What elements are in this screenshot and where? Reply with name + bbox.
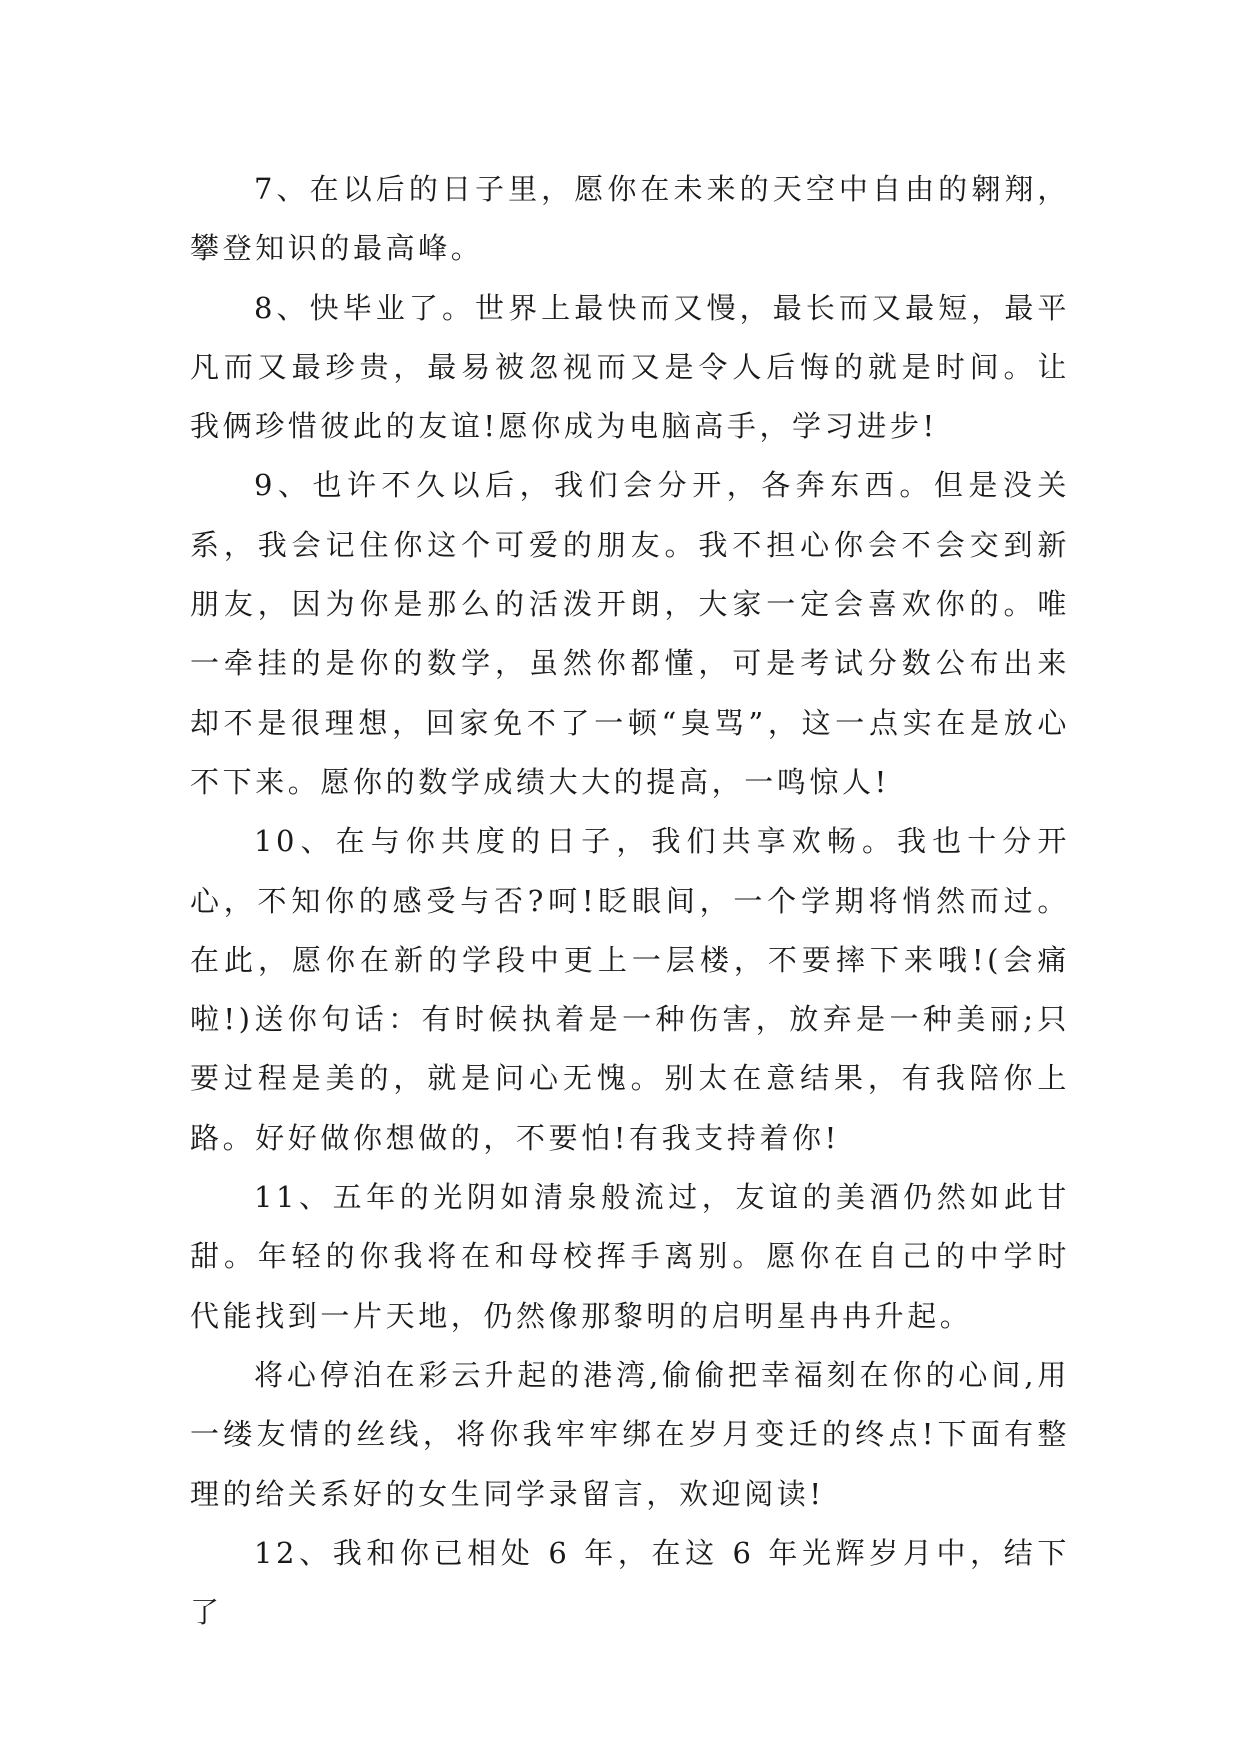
paragraph-9: 9、也许不久以后，我们会分开，各奔东西。但是没关系，我会记住你这个可爱的朋友。我不担心你会不会交到新朋友，因为你是那么的活泼开朗，大家一定会喜欢你的。唯一牵挂的是你的数学，虽然你都懂，可是考试分数公布出来却不是很理想，回家免不了一顿“臭骂”，这一点实在是放心不下来。愿你的数学成绩大大的提高，一鸣惊人! [190, 468, 1070, 799]
paragraph-7: 7、在以后的日子里，愿你在未来的天空中自由的翱翔，攀登知识的最高峰。 [190, 172, 1070, 266]
paragraph-11: 11、五年的光阴如清泉般流过，友谊的美酒仍然如此甘甜。年轻的你我将在和母校挥手离别。愿你在自己的中学时代能找到一片天地，仍然像那黎明的启明星冉冉升起。 [190, 1180, 1070, 1333]
document-body [190, 160, 1070, 1642]
paragraph-12: 12、我和你已相处 6 年，在这 6 年光辉岁月中，结下了 [190, 1535, 1070, 1630]
paragraph-intro: 将心停泊在彩云升起的港湾,偷偷把幸福刻在你的心间,用一缕友情的丝线，将你我牢牢绑在岁月变迁的终点!下面有整理的给关系好的女生同学录留言，欢迎阅读! [190, 1357, 1070, 1511]
paragraph-10: 10、在与你共度的日子，我们共享欢畅。我也十分开心，不知你的感受与否?呵!眨眼间，一个学期将悄然而过。在此，愿你在新的学段中更上一层楼，不要摔下来哦!(会痛啦!)送你句话：有时候执着是一种伤害，放弃是一种美丽;只要过程是美的，就是问心无愧。别太在意结果，有我陪你上路。好好做你想做的，不要怕!有我支持着你! [190, 824, 1070, 1155]
paragraph-8: 8、快毕业了。世界上最快而又慢，最长而又最短，最平凡而又最珍贵，最易被忽视而又是令人后悔的就是时间。让我俩珍惜彼此的友谊!愿你成为电脑高手，学习进步! [190, 290, 1070, 444]
